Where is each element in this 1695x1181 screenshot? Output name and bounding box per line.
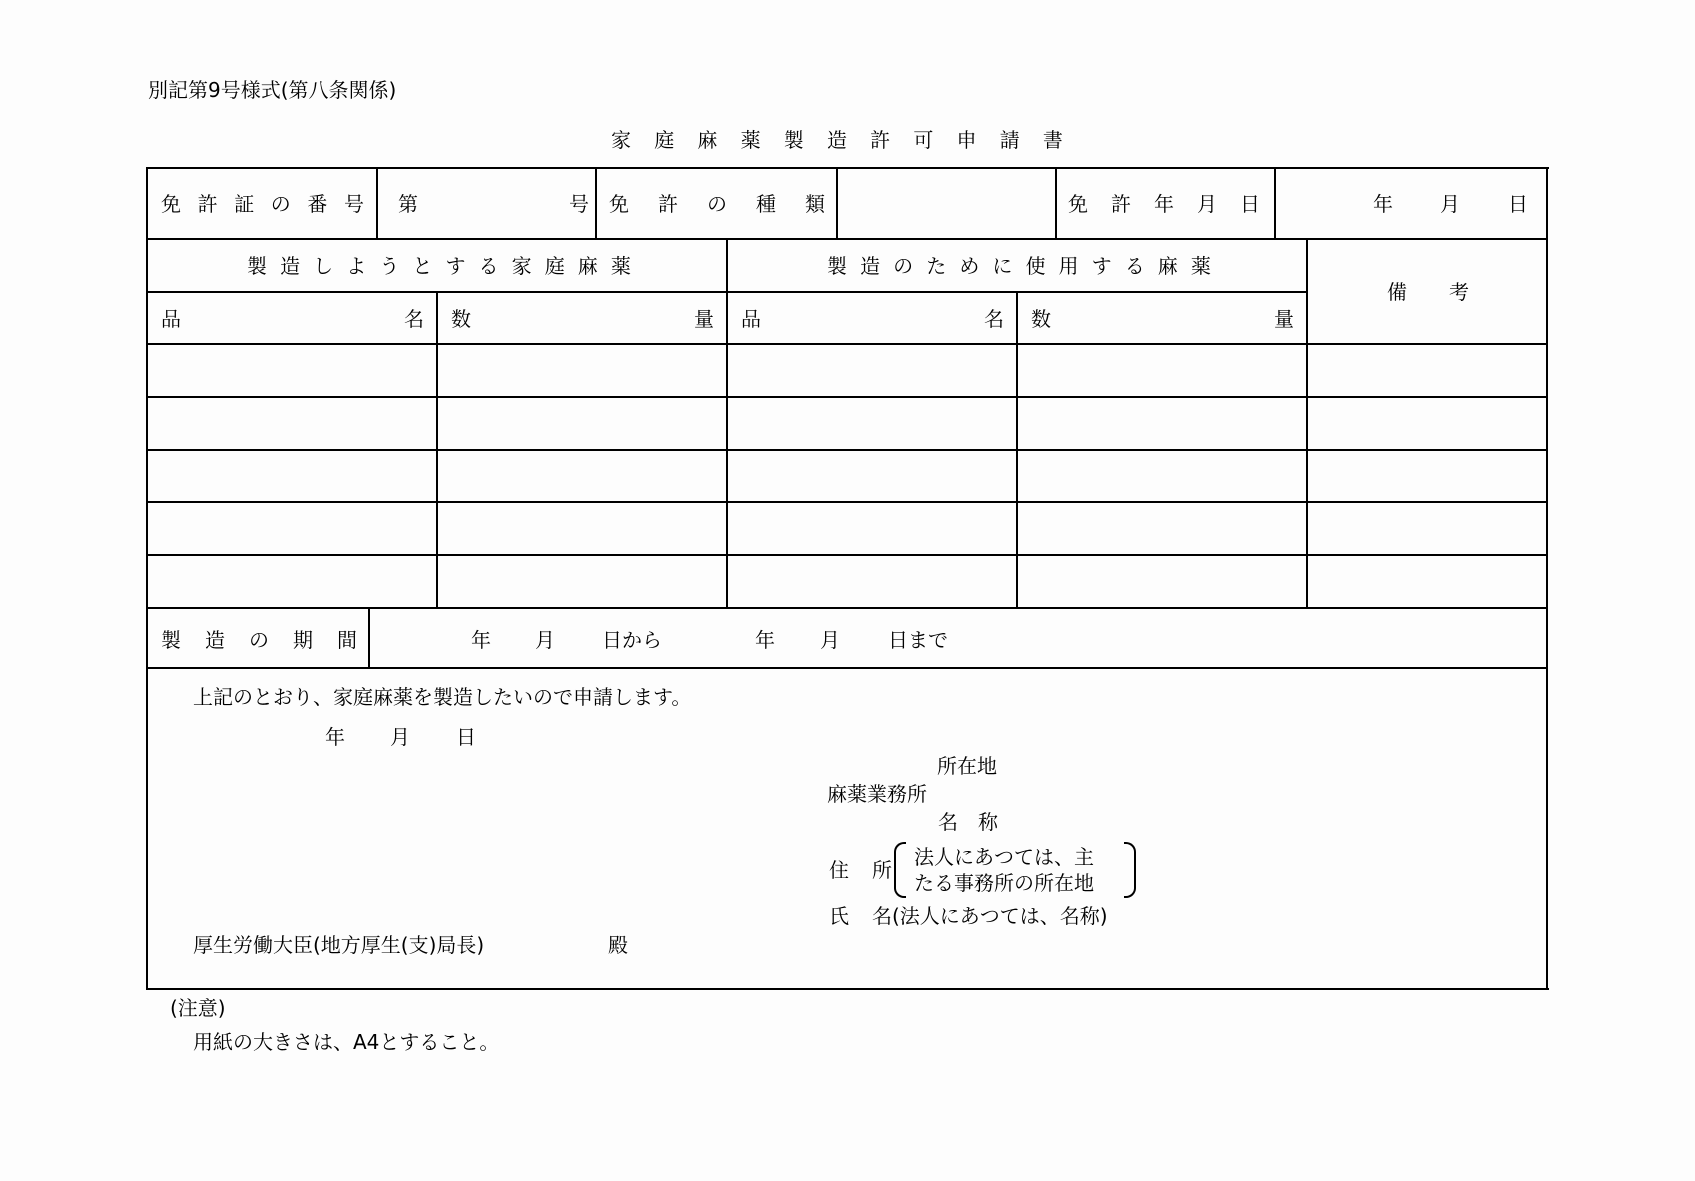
divider (147, 501, 1547, 503)
license-number-prefix: 第 (398, 192, 418, 216)
divider (1306, 239, 1308, 608)
narcotic-qty-cell[interactable] (1019, 346, 1306, 396)
right-paren-bracket (1124, 842, 1136, 898)
divider (147, 396, 1547, 398)
divider (147, 449, 1547, 451)
license-date-field[interactable] (1276, 169, 1546, 238)
license-type-field[interactable] (838, 169, 1055, 238)
product-name-header: 品 名 (161, 307, 424, 331)
license-number-suffix: 号 (569, 192, 589, 216)
narcotic-qty-cell[interactable] (1019, 504, 1306, 554)
product-quantity-header: 数 量 (451, 307, 714, 331)
license-date-year: 年 (1373, 192, 1393, 216)
form-number: 別記第9号様式(第八条関係) (148, 78, 397, 102)
divider (595, 167, 597, 239)
license-type-label: 免 許 の 種 類 (609, 192, 825, 216)
remarks-cell[interactable] (1309, 452, 1546, 501)
title-char: 家 (611, 128, 631, 152)
narcotic-name-cell[interactable] (729, 346, 1016, 396)
office-label: 麻薬業務所 (827, 782, 927, 806)
period-from-year: 年 (471, 628, 491, 652)
divider (147, 343, 1547, 345)
product-name-cell[interactable] (149, 504, 436, 554)
addressee: 厚生労働大臣(地方厚生(支)局長) (193, 933, 485, 957)
remarks-cell[interactable] (1309, 557, 1546, 607)
table-border-bottom (147, 988, 1549, 990)
divider (147, 554, 1547, 556)
remarks-cell[interactable] (1309, 399, 1546, 449)
narcotic-qty-cell[interactable] (1019, 557, 1306, 607)
product-qty-cell[interactable] (439, 504, 726, 554)
title-char: 許 (870, 128, 891, 152)
address-note-line1: 法人にあつては、主 (914, 845, 1094, 869)
product-name-cell[interactable] (149, 452, 436, 501)
honorific: 殿 (608, 933, 628, 957)
narcotic-name-cell[interactable] (729, 557, 1016, 607)
narcotics-group-header: 製 造 の た め に 使 用 す る 麻 薬 (827, 254, 1211, 278)
products-group-header: 製 造 し よ う と す る 家 庭 麻 薬 (247, 254, 631, 278)
license-date-label: 免 許 年 月 日 (1068, 192, 1260, 216)
product-qty-cell[interactable] (439, 399, 726, 449)
notes-text: 用紙の大きさは、A4とすること。 (193, 1030, 500, 1054)
title-char: 可 (913, 128, 934, 152)
office-name-label: 名 称 (938, 810, 998, 834)
narcotic-name-cell[interactable] (729, 504, 1016, 554)
declaration-statement: 上記のとおり、家庭麻薬を製造したいので申請します。 (193, 685, 692, 709)
table-border-right (1546, 167, 1548, 990)
remarks-header: 備 考 (1387, 280, 1469, 304)
title-char: 書 (1042, 128, 1063, 152)
license-date-month: 月 (1440, 192, 1460, 216)
divider (1055, 167, 1057, 239)
application-date-month[interactable]: 月 (390, 725, 410, 749)
product-name-cell[interactable] (149, 557, 436, 607)
application-date-year[interactable]: 年 (325, 725, 345, 749)
period-to-day: 日まで (888, 628, 948, 652)
title-char: 造 (826, 128, 847, 152)
address-label-1: 住 (829, 858, 849, 882)
title-char: 申 (956, 128, 977, 152)
narcotic-name-cell[interactable] (729, 452, 1016, 501)
name-label-1: 氏 (829, 904, 849, 928)
title-char: 薬 (740, 128, 761, 152)
narcotic-name-header: 品 名 (741, 307, 1004, 331)
period-to-month: 月 (820, 628, 840, 652)
title-char: 庭 (654, 128, 675, 152)
name-label-2: 名(法人にあつては、名称) (872, 904, 1108, 928)
period-from-month: 月 (535, 628, 555, 652)
remarks-cell[interactable] (1309, 504, 1546, 554)
title-char: 製 (783, 128, 804, 152)
product-qty-cell[interactable] (439, 346, 726, 396)
divider (147, 667, 1547, 669)
address-note-line2: たる事務所の所在地 (914, 871, 1094, 895)
left-paren-bracket (894, 842, 906, 898)
title-char: 請 (999, 128, 1020, 152)
notes-heading: (注意) (170, 996, 226, 1020)
product-qty-cell[interactable] (439, 452, 726, 501)
remarks-cell[interactable] (1309, 346, 1546, 396)
product-name-cell[interactable] (149, 399, 436, 449)
manufacturing-period-field[interactable] (370, 609, 1546, 667)
license-number-label: 免 許 証 の 番 号 (161, 192, 364, 216)
narcotic-quantity-header: 数 量 (1031, 307, 1294, 331)
address-label-2: 所 (872, 858, 892, 882)
divider (726, 239, 728, 608)
period-to-year: 年 (755, 628, 775, 652)
license-date-day: 日 (1508, 192, 1528, 216)
narcotic-qty-cell[interactable] (1019, 452, 1306, 501)
period-from-day: 日から (602, 628, 662, 652)
form-title (611, 128, 1063, 152)
narcotic-name-cell[interactable] (729, 399, 1016, 449)
license-number-field[interactable] (378, 169, 595, 238)
manufacturing-period-label: 製 造 の 期 間 (161, 628, 357, 652)
divider (147, 238, 1547, 240)
application-date-day[interactable]: 日 (456, 725, 476, 749)
product-name-cell[interactable] (149, 346, 436, 396)
narcotic-qty-cell[interactable] (1019, 399, 1306, 449)
office-location-label: 所在地 (937, 754, 997, 778)
title-char: 麻 (697, 128, 718, 152)
product-qty-cell[interactable] (439, 557, 726, 607)
